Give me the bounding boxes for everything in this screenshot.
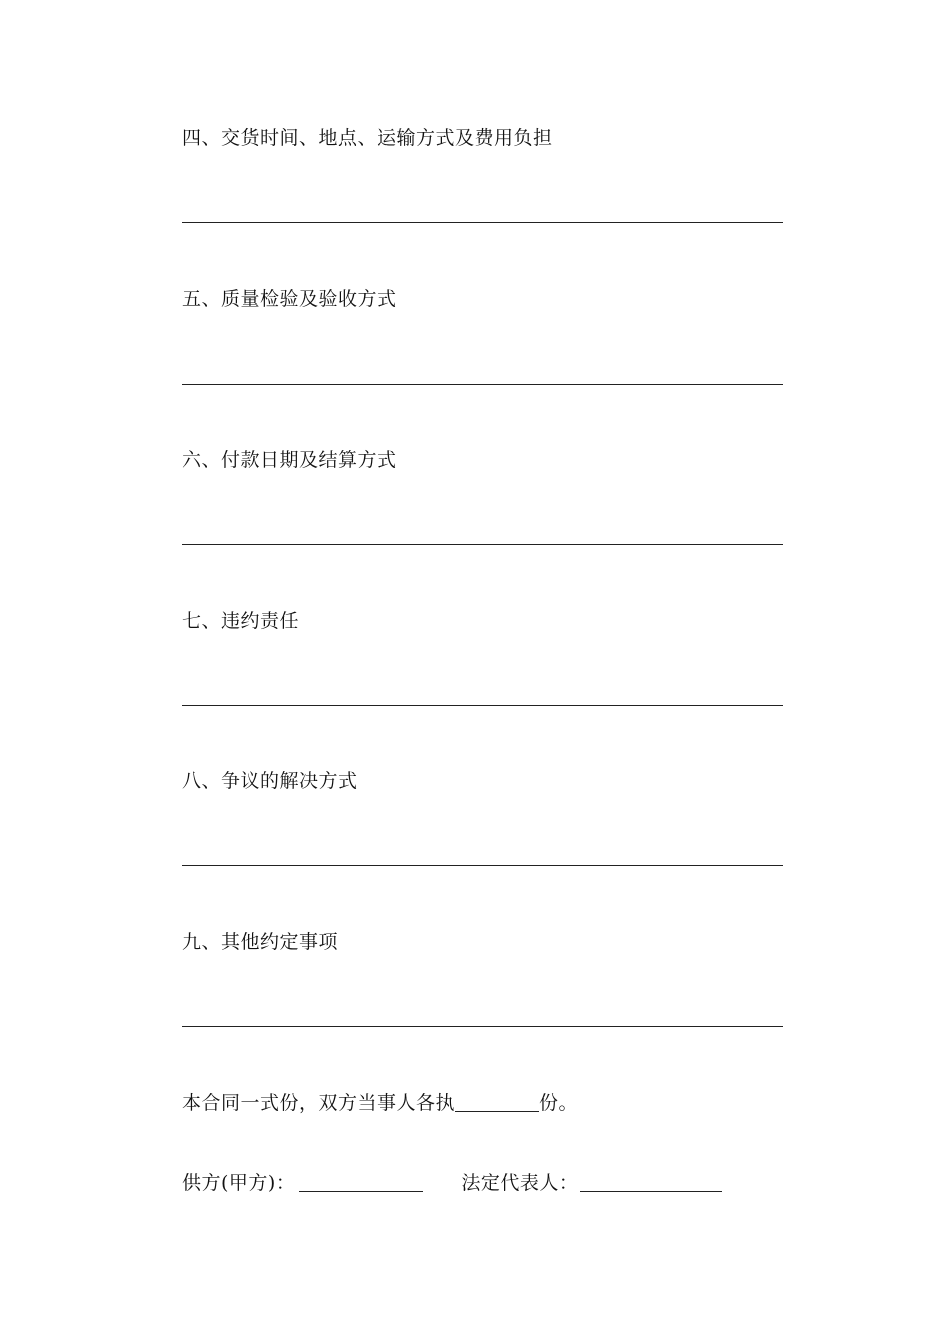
copies-clause-text: 本合同一式份，双方当事人各执: [182, 1092, 456, 1114]
copies-count-blank[interactable]: [455, 1093, 539, 1112]
fill-in-line-quality-inspection: [182, 384, 783, 385]
section-heading-other-terms: 九、其他约定事项: [182, 931, 339, 953]
fill-in-line-delivery: [182, 222, 783, 223]
legal-representative-label: 法定代表人：: [461, 1172, 579, 1194]
supplier-label: 供方(甲方)：: [182, 1172, 296, 1194]
section-heading-payment: 六、付款日期及结算方式: [182, 449, 397, 471]
section-heading-breach-liability: 七、违约责任: [182, 610, 300, 632]
section-heading-quality-inspection: 五、质量检验及验收方式: [182, 288, 397, 310]
legal-representative-blank[interactable]: [580, 1173, 722, 1192]
fill-in-line-dispute-resolution: [182, 865, 783, 866]
section-heading-delivery: 四、交货时间、地点、运输方式及费用负担: [182, 127, 553, 149]
signature-line: [182, 1171, 722, 1195]
fill-in-line-other-terms: [182, 1026, 783, 1027]
supplier-name-blank[interactable]: [299, 1173, 423, 1192]
section-heading-dispute-resolution: 八、争议的解决方式: [182, 770, 358, 792]
fill-in-line-breach-liability: [182, 705, 783, 706]
copies-clause: [182, 1091, 578, 1115]
fill-in-line-payment: [182, 544, 783, 545]
copies-clause-suffix: 份。: [539, 1092, 579, 1114]
